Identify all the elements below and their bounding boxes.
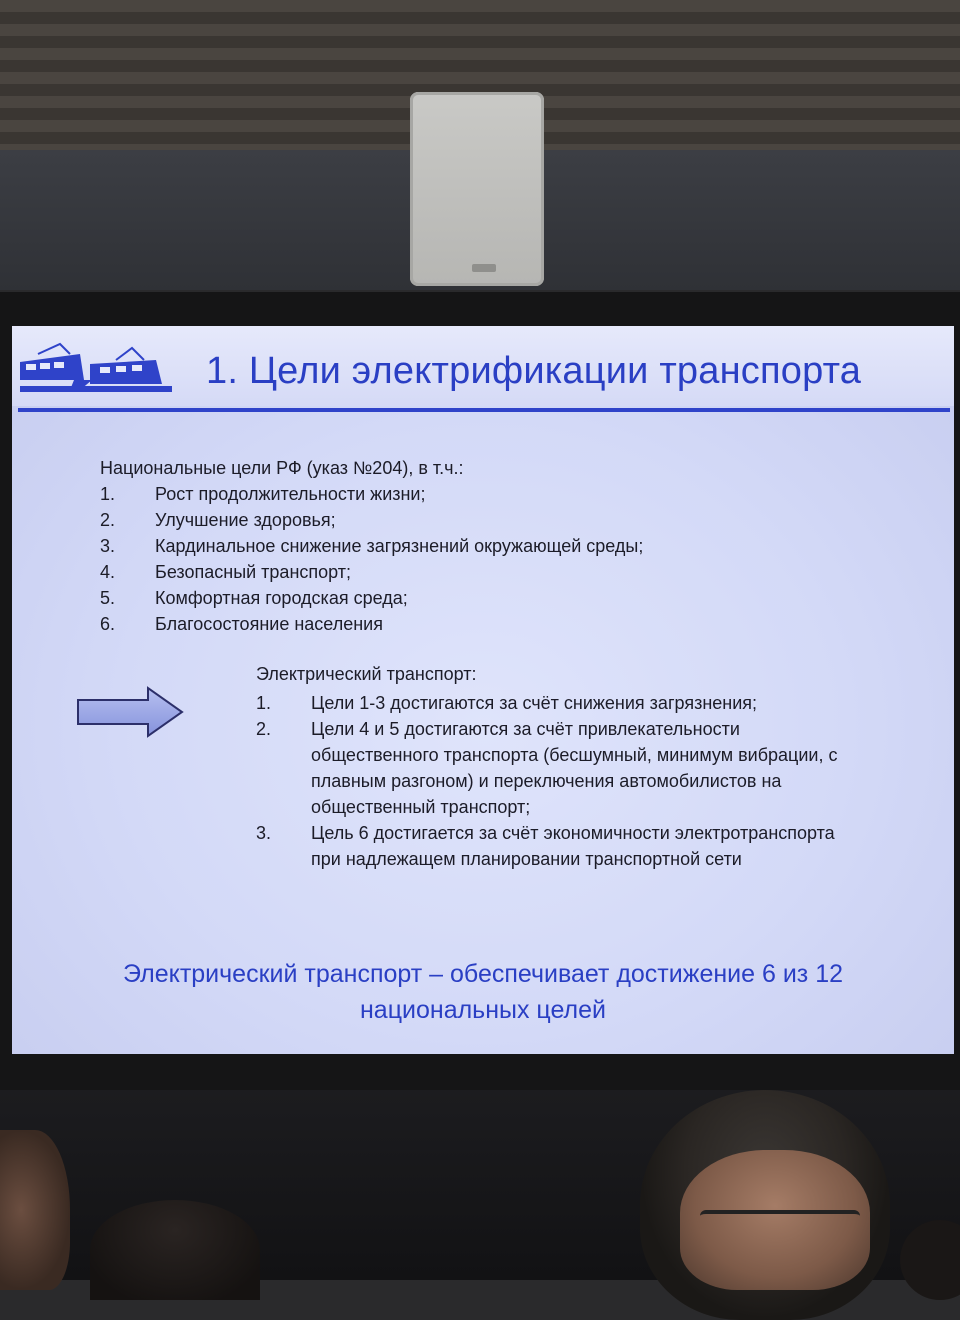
item-number: 2. bbox=[100, 510, 116, 530]
item-text: Цели 1-3 достигаются за счёт снижения загрязнения; bbox=[311, 693, 758, 713]
speaker-logo bbox=[472, 264, 496, 272]
wall-speaker bbox=[410, 92, 544, 286]
national-goals-intro: Национальные цели РФ (указ №204), в т.ч.: bbox=[100, 458, 464, 478]
electric-transport-list bbox=[256, 690, 856, 872]
list-item bbox=[256, 690, 856, 716]
item-text: Улучшение здоровья; bbox=[155, 510, 336, 530]
slide-title: 1. Цели электрификации транспорта bbox=[206, 350, 862, 392]
list-item bbox=[256, 820, 856, 872]
list-item bbox=[256, 716, 856, 820]
item-number: 1. bbox=[100, 484, 116, 504]
item-text: Комфортная городская среда; bbox=[155, 588, 408, 608]
conclusion-line-1: Электрический транспорт – обеспечивает достижение 6 из 12 bbox=[122, 960, 844, 988]
audience-person-center bbox=[90, 1200, 260, 1300]
right-arrow-icon bbox=[76, 686, 186, 738]
glasses-icon bbox=[700, 1210, 860, 1244]
item-number: 5. bbox=[100, 588, 116, 608]
item-number: 3. bbox=[100, 536, 116, 556]
item-text: Цель 6 достигается за счёт экономичности электротранспорта при надлежащем планировании транспортной сети bbox=[311, 823, 835, 869]
item-number: 6. bbox=[100, 614, 116, 634]
item-number: 1. bbox=[256, 693, 272, 713]
item-text: Кардинальное снижение загрязнений окружающей среды; bbox=[155, 536, 644, 556]
item-text: Безопасный транспорт; bbox=[155, 562, 352, 582]
tram-logo-icon bbox=[20, 340, 172, 400]
item-text: Благосостояние населения bbox=[155, 614, 383, 634]
electric-transport-heading: Электрический транспорт: bbox=[256, 664, 477, 684]
presentation-slide bbox=[12, 326, 954, 1054]
conclusion-line-2: национальных целей bbox=[359, 996, 606, 1024]
item-number: 3. bbox=[256, 823, 272, 843]
item-text: Цели 4 и 5 достигаются за счёт привлекательности общественного транспорта (бесшумный, минимум вибрации, с плавным разгоном) и переключения автомобилистов на общественный транспорт; bbox=[311, 719, 838, 817]
item-text: Рост продолжительности жизни; bbox=[155, 484, 426, 504]
audience-person-left bbox=[0, 1130, 70, 1290]
item-number: 4. bbox=[100, 562, 116, 582]
item-number: 2. bbox=[256, 719, 272, 739]
title-divider bbox=[18, 408, 950, 412]
slide-conclusion bbox=[12, 956, 954, 1028]
